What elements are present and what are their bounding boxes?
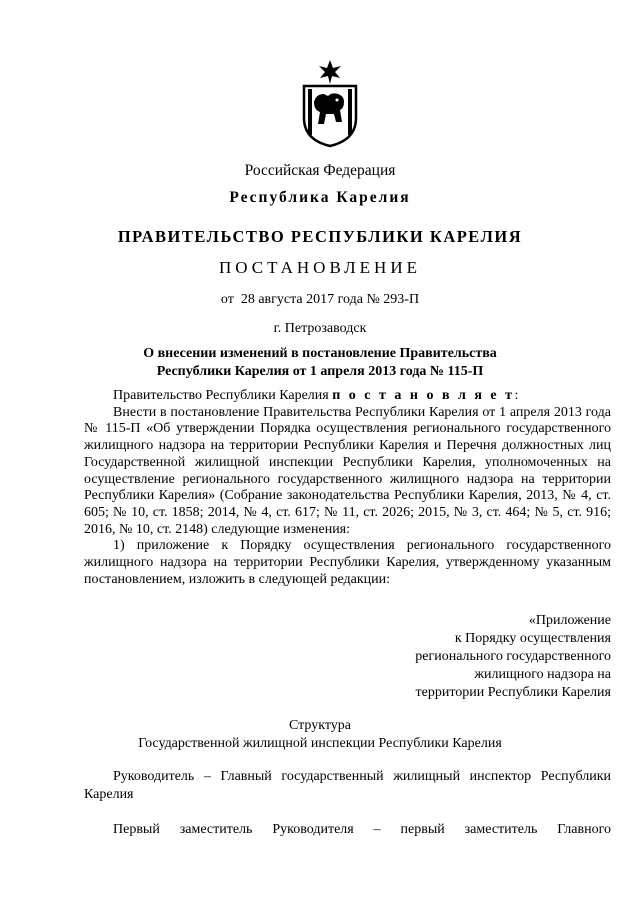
structure-heading: [0, 717, 640, 753]
structure-subtitle: Государственной жилищной инспекции Республики Карелия: [138, 736, 502, 751]
government-title: ПРАВИТЕЛЬСТВО РЕСПУБЛИКИ КАРЕЛИЯ: [117, 227, 523, 246]
paragraph-1-text: Правительство Республики Карелия: [113, 388, 333, 403]
appendix-line-5: территории Республики Карелия: [415, 685, 611, 700]
structure-item-1: [84, 768, 611, 804]
coat-of-arms-emblem: [298, 58, 362, 148]
appendix-line-2: к Порядку осуществления: [454, 631, 611, 646]
country-name: Российская Федерация: [244, 162, 396, 179]
decree-date-number: от 28 августа 2017 года № 293-П: [220, 292, 420, 307]
structure-item-1-text: Руководитель – Главный государственный жилищный инспектор Республики Карелия: [84, 769, 611, 802]
structure-title: Структура: [288, 718, 352, 733]
decree-subject: [0, 345, 640, 381]
subject-line-2: Республики Карелия от 1 апреля 2013 года № 115-П: [156, 364, 484, 379]
structure-item-2: [84, 821, 611, 839]
subject-line-1: О внесении изменений в постановление Правительства: [143, 346, 497, 361]
city-name: г. Петрозаводск: [273, 321, 367, 336]
structure-item-2-text: Первый заместитель Руководителя – первый заместитель Главного: [113, 822, 611, 837]
paragraph-1-end: :: [514, 388, 519, 403]
body-paragraph-2: Внести в постановление Правительства Республики Карелия от 1 апреля 2013 года № 115-П «Об утверждении Порядка осуществления регионального государственного жилищного надзора на территории Республики Карелия и Перечня должностных лиц Государственной жилищной инспекции Республики Карелия, уполномоченных на осуществление регионального государственного жилищного надзора на территории Республики Карелия» (Собрание законодательства Республики Карелия, 2013, № 4, ст. 605; № 10, ст. 1858; 2014, № 4, ст. 617; № 11, ст. 2026; 2015, № 3, ст. 464; № 5, ст. 916; 2016, № 10, ст. 2148) следующие изменения:: [84, 404, 611, 537]
appendix-line-3: регионального государственного: [415, 649, 611, 664]
decree-body: [84, 388, 611, 588]
body-paragraph-1: [84, 388, 611, 405]
decree-type: ПОСТАНОВЛЕНИЕ: [218, 258, 421, 277]
republic-name: Республика Карелия: [229, 189, 411, 206]
appendix-header: [415, 612, 611, 702]
body-paragraph-3: 1) приложение к Порядку осуществления регионального государственного жилищного надзора на территории Республики Карелия, утвержденному указанным постановлением, изложить в следующей редакции:: [84, 538, 611, 587]
appendix-line-4: жилищного надзора на: [474, 667, 611, 682]
postanovlyaet-keyword: п о с т а н о в л я е т: [332, 388, 515, 403]
appendix-line-1: «Приложение: [528, 613, 611, 628]
